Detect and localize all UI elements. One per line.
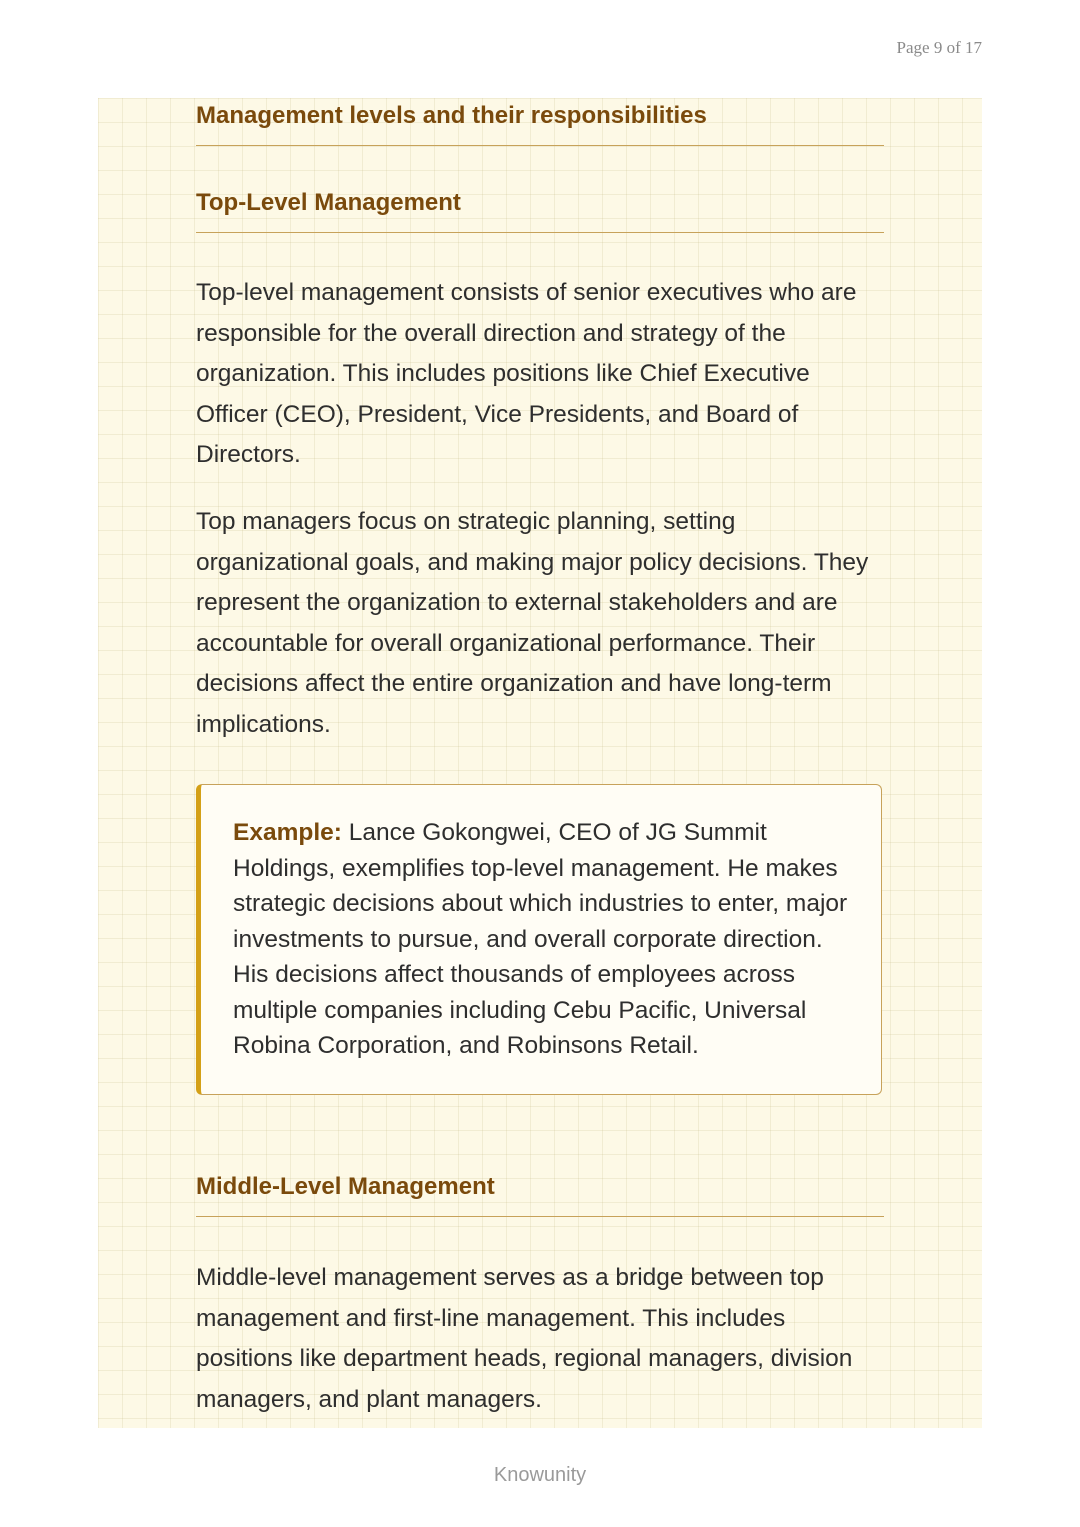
page-number: Page 9 of 17 [896,38,982,57]
footer-brand: Knowunity [493,1464,587,1486]
section-heading-middle-level: Middle-Level Management [196,1173,884,1217]
middle-level-paragraph-1: Middle-level management serves as a bridge between top management and first-line management. This includes positions like department heads, regional managers, division managers, and plant managers. [196,1264,853,1413]
example-callout [196,784,882,1095]
top-level-paragraph-1: Top-level management consists of senior executives who are responsible for the overall direction and strategy of the organization. This includes positions like Chief Executive Officer (CEO), President, Vice Presidents, and Board of Directors. [196,279,857,468]
section-heading-top-level: Top-Level Management [196,189,884,233]
top-level-paragraph-2: Top managers focus on strategic planning, setting organizational goals, and making major policy decisions. They represent the organization to external stakeholders and are accountable for overall organizational performance. Their decisions affect the entire organization and have long-term implications. [196,508,869,738]
grid-paper-panel [98,98,982,1428]
example-text [233,815,851,1064]
document-title: Management levels and their responsibilities [196,102,884,146]
example-body: Lance Gokongwei, CEO of JG Summit Holdings, exemplifies top-level management. He makes strategic decisions about which industries to enter, major investments to pursue, and overall corporate direction. His decisions affect thousands of employees across multiple companies including Cebu Pacific, Universal Robina Corporation, and Robinsons Retail. [233,819,848,1059]
example-label: Example: [233,819,342,846]
